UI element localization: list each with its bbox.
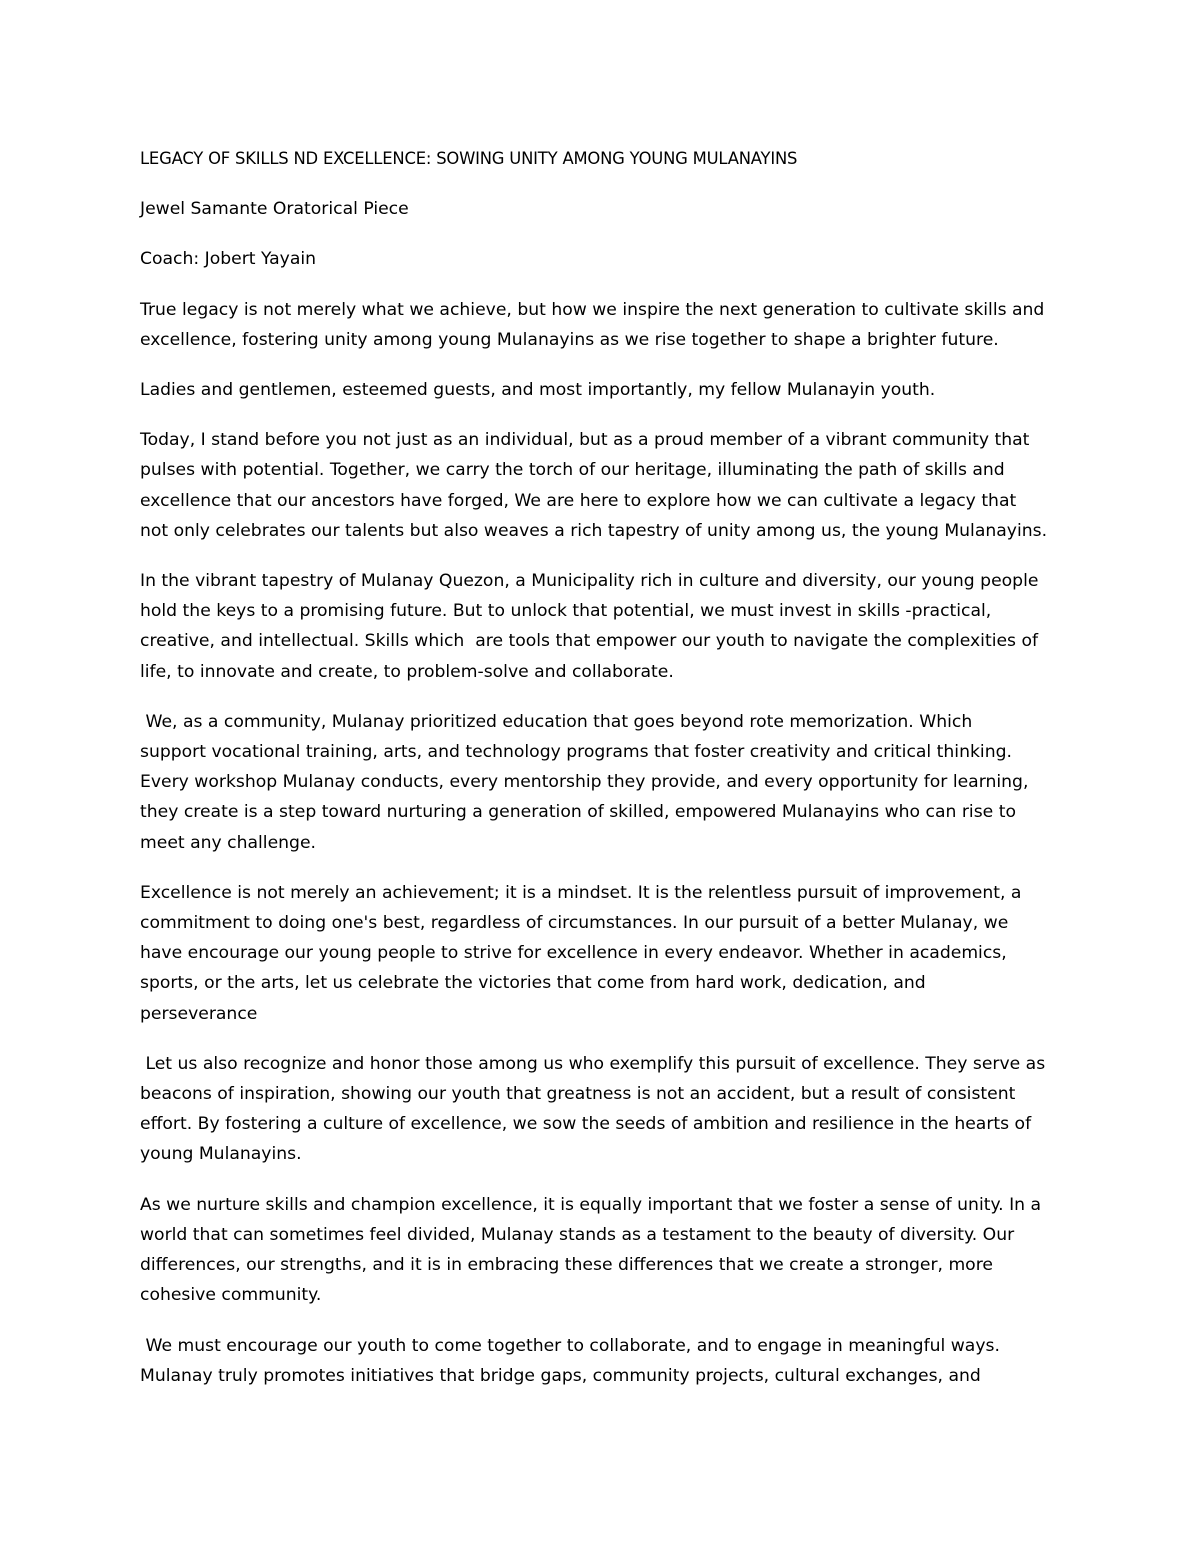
- paragraph-line: We, as a community, Mulanay prioritized education that goes beyond rote memorization. Which: [140, 711, 973, 732]
- paragraph-line: As we nurture skills and champion excellence, it is equally important that we foster a sense of unity. In a: [140, 1194, 1042, 1215]
- paragraph-line: differences, our strengths, and it is in embracing these differences that we create a stronger, more: [140, 1255, 993, 1276]
- body-paragraph: [140, 425, 1070, 546]
- paragraph-line: young Mulanayins.: [140, 1144, 302, 1165]
- paragraph-line: not only celebrates our talents but also weaves a rich tapestry of unity among us, the young Mulanayins.: [140, 520, 1048, 541]
- paragraph-line: excellence that our ancestors have forged, We are here to explore how we can cultivate a legacy that: [140, 490, 1017, 511]
- paragraph-line: Every workshop Mulanay conducts, every mentorship they provide, and every opportunity for learning,: [140, 772, 1029, 793]
- body-paragraph: [140, 1190, 1070, 1311]
- paragraph-line: support vocational training, arts, and technology programs that foster creativity and critical thinking.: [140, 742, 1012, 763]
- body-paragraph: [140, 707, 1070, 858]
- document-coach: Coach: Jobert Yayain: [140, 249, 317, 270]
- document-body: [140, 144, 1070, 1411]
- paragraph-line: effort. By fostering a culture of excellence, we sow the seeds of ambition and resilience in the hearts of: [140, 1114, 1032, 1135]
- paragraph-list: [140, 295, 1070, 1391]
- paragraph-line: Let us also recognize and honor those among us who exemplify this pursuit of excellence. They serve as: [140, 1053, 1046, 1074]
- paragraph-line: creative, and intellectual. Skills which are tools that empower our youth to navigate the complexities of: [140, 631, 1039, 652]
- paragraph-line: Ladies and gentlemen, esteemed guests, and most importantly, my fellow Mulanayin youth.: [140, 380, 936, 401]
- document-subtitle: Jewel Samante Oratorical Piece: [140, 199, 409, 220]
- paragraph-line: perseverance: [140, 1003, 258, 1024]
- paragraph-line: sports, or the arts, let us celebrate the victories that come from hard work, dedication, and: [140, 973, 926, 994]
- body-paragraph: [140, 375, 1070, 405]
- paragraph-line: cohesive community.: [140, 1285, 322, 1306]
- paragraph-line: We must encourage our youth to come together to collaborate, and to engage in meaningful ways.: [140, 1335, 1000, 1356]
- paragraph-line: pulses with potential. Together, we carry the torch of our heritage, illuminating the path of skills and: [140, 460, 1005, 481]
- paragraph-line: meet any challenge.: [140, 832, 316, 853]
- body-paragraph: [140, 1331, 1070, 1391]
- document-title: LEGACY OF SKILLS ND EXCELLENCE: SOWING UNITY AMONG YOUNG MULANAYINS: [140, 149, 798, 168]
- paragraph-line: True legacy is not merely what we achieve, but how we inspire the next generation to cultivate skills and: [140, 299, 1045, 320]
- body-paragraph: [140, 1049, 1070, 1170]
- paragraph-line: Mulanay truly promotes initiatives that bridge gaps, community projects, cultural exchanges, and: [140, 1365, 981, 1386]
- paragraph-line: life, to innovate and create, to problem-solve and collaborate.: [140, 661, 674, 682]
- paragraph-line: they create is a step toward nurturing a generation of skilled, empowered Mulanayins who can rise to: [140, 802, 1016, 823]
- paragraph-line: Today, I stand before you not just as an individual, but as a proud member of a vibrant community that: [140, 430, 1030, 451]
- body-paragraph: [140, 878, 1070, 1029]
- body-paragraph: [140, 295, 1070, 355]
- paragraph-line: commitment to doing one's best, regardless of circumstances. In our pursuit of a better Mulanay, we: [140, 913, 1009, 934]
- paragraph-line: have encourage our young people to strive for excellence in every endeavor. Whether in academics,: [140, 943, 1007, 964]
- paragraph-line: In the vibrant tapestry of Mulanay Quezon, a Municipality rich in culture and diversity, our young people: [140, 571, 1039, 592]
- paragraph-line: excellence, fostering unity among young Mulanayins as we rise together to shape a brighter future.: [140, 329, 999, 350]
- paragraph-line: hold the keys to a promising future. But to unlock that potential, we must invest in skills -practical,: [140, 601, 992, 622]
- paragraph-line: world that can sometimes feel divided, Mulanay stands as a testament to the beauty of diversity. Our: [140, 1224, 1015, 1245]
- paragraph-line: beacons of inspiration, showing our youth that greatness is not an accident, but a result of consistent: [140, 1084, 1016, 1105]
- body-paragraph: [140, 566, 1070, 687]
- paragraph-line: Excellence is not merely an achievement; it is a mindset. It is the relentless pursuit of improvement, a: [140, 882, 1022, 903]
